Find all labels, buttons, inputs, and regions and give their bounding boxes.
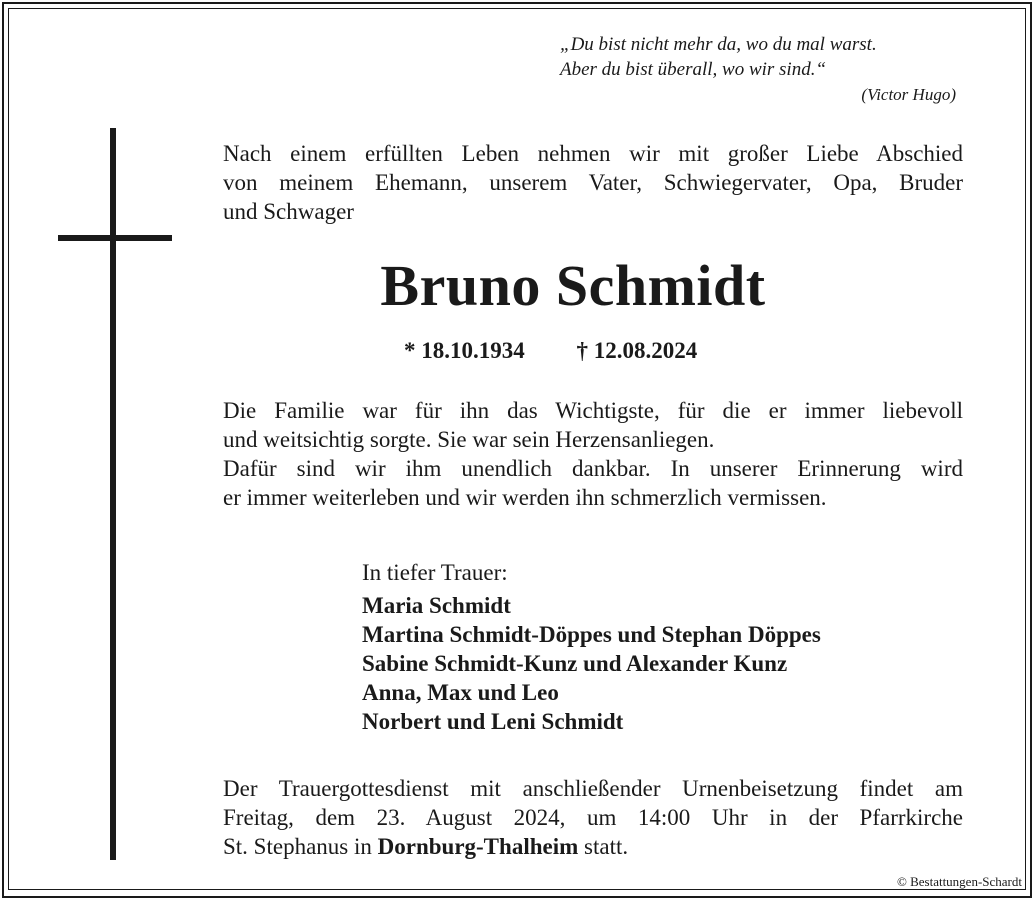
deceased-name: Bruno Schmidt	[380, 253, 766, 318]
tribute-line-2: und weitsichtig sorgte. Sie war sein Herzensanliegen.	[223, 427, 715, 452]
intro-line-2: von meinem Ehemann, unserem Vater, Schwiegervater, Opa, Bruder	[223, 170, 963, 195]
service-line-2: Freitag, dem 23. August 2024, um 14:00 Uhr in der Pfarrkirche	[223, 805, 963, 830]
service-line-1: Der Trauergottesdienst mit anschließender Urnenbeisetzung findet am	[223, 776, 963, 801]
mourner-name: Martina Schmidt-Döppes und Stephan Döppes	[362, 622, 821, 647]
quote-line-1: „Du bist nicht mehr da, wo du mal warst.	[560, 34, 877, 55]
tribute-line-4: er immer weiterleben und wir werden ihn schmerzlich vermissen.	[223, 485, 827, 510]
mourners-intro: In tiefer Trauer:	[362, 560, 508, 585]
cross-horizontal-bar	[58, 235, 172, 241]
copyright-notice: © Bestattungen-Schardt	[896, 874, 1022, 889]
death-date: † 12.08.2024	[576, 338, 698, 363]
service-place: Dornburg-Thalheim	[377, 834, 579, 859]
intro-line-1: Nach einem erfüllten Leben nehmen wir mit großer Liebe Abschied	[223, 141, 963, 166]
tribute-line-3: Dafür sind wir ihm unendlich dankbar. In unserer Erinnerung wird	[223, 456, 963, 481]
quote-author: (Victor Hugo)	[861, 85, 956, 104]
service-line-3-prefix: St. Stephanus in	[223, 834, 378, 859]
service-line-3	[223, 832, 963, 861]
mourner-name: Anna, Max und Leo	[362, 680, 559, 705]
mourner-name: Sabine Schmidt-Kunz und Alexander Kunz	[362, 651, 788, 676]
birth-date: * 18.10.1934	[404, 338, 525, 363]
tribute-paragraph	[223, 396, 963, 512]
service-paragraph	[223, 774, 963, 861]
intro-line-3: und Schwager	[223, 199, 354, 224]
tribute-line-1: Die Familie war für ihn das Wichtigste, für die er immer liebevoll	[223, 398, 963, 423]
mourner-name: Norbert und Leni Schmidt	[362, 709, 624, 734]
life-dates	[404, 336, 697, 366]
mourner-name: Maria Schmidt	[362, 593, 511, 618]
epigraph-quote	[496, 32, 956, 106]
intro-paragraph	[223, 139, 963, 226]
service-line-3-suffix: statt.	[578, 834, 629, 859]
mourners-list	[362, 558, 821, 736]
quote-line-2: Aber du bist überall, wo wir sind.“	[560, 59, 827, 80]
